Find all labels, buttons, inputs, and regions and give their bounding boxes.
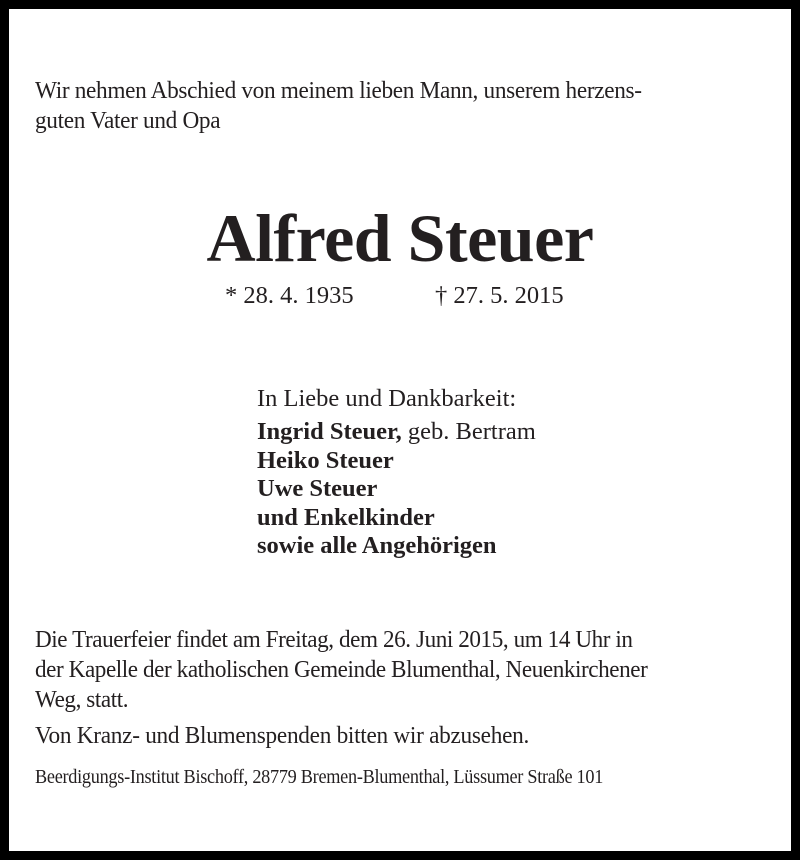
ceremony-line: der Kapelle der katholischen Gemeinde Blumenthal, Neuenkirchener: [35, 656, 648, 683]
mourner-name: und Enkelkinder: [257, 503, 435, 531]
mourner-name: Ingrid Steuer,: [257, 418, 402, 445]
undertaker-info: Beerdigungs-Institut Bischoff, 28779 Bremen-Blumenthal, Lüssumer Straße 101: [35, 767, 604, 788]
obituary-notice: [9, 9, 791, 851]
intro-line: Wir nehmen Abschied von meinem lieben Mann, unserem herzens-: [35, 77, 642, 104]
ceremony-info: [35, 625, 647, 715]
mourner-row: [257, 475, 536, 504]
mourner-name: Uwe Steuer: [257, 475, 378, 502]
mourner-row: [257, 504, 536, 533]
mourner-row: [257, 418, 536, 447]
death-date: † 27. 5. 2015: [435, 282, 564, 309]
mourner-row: [257, 447, 536, 476]
ceremony-line: Weg, statt.: [35, 686, 129, 713]
deceased-name: Alfred Steuer: [206, 200, 594, 276]
intro-line: guten Vater und Opa: [35, 107, 221, 134]
mourners-list: [257, 418, 536, 561]
mourners-heading: In Liebe und Dankbarkeit:: [257, 385, 517, 412]
intro-text: [35, 76, 642, 136]
mourner-row: [257, 532, 536, 561]
mourner-suffix: geb. Bertram: [401, 418, 536, 445]
flowers-note: Von Kranz- und Blumenspenden bitten wir abzusehen.: [35, 722, 530, 749]
mourner-name: Heiko Steuer: [257, 446, 394, 474]
birth-date: * 28. 4. 1935: [225, 282, 354, 309]
mourner-name: sowie alle Angehörigen: [257, 532, 497, 559]
ceremony-line: Die Trauerfeier findet am Freitag, dem 26. Juni 2015, um 14 Uhr in: [35, 626, 633, 653]
